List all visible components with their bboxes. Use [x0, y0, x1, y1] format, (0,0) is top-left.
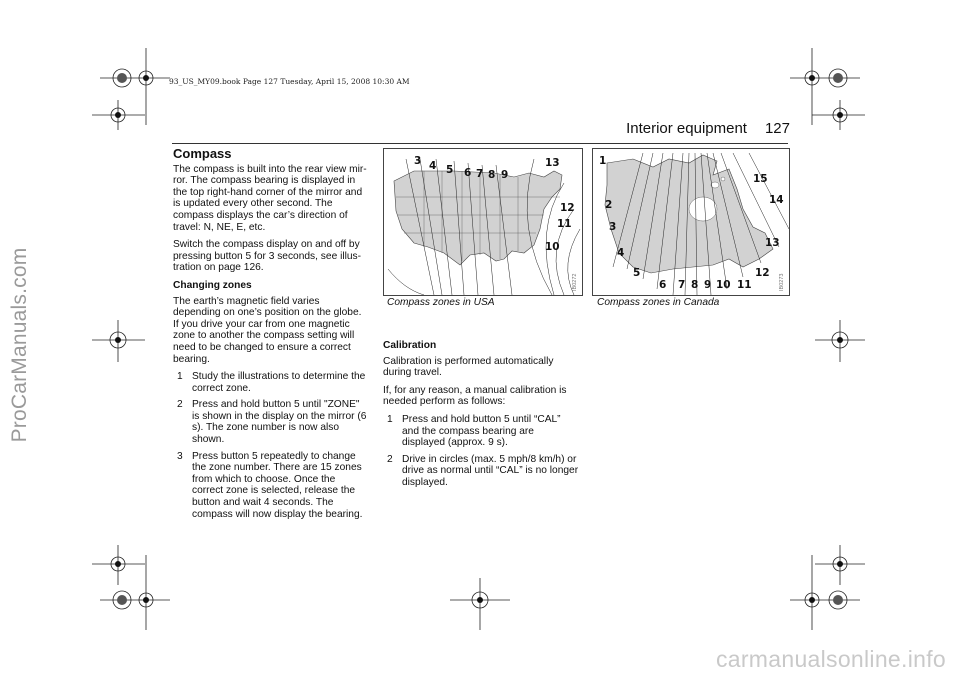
canada-zone-label: 12	[755, 267, 770, 279]
canada-map-code: IB0273	[779, 273, 785, 291]
page-header	[626, 120, 790, 137]
canada-zone-label: 2	[605, 199, 613, 211]
calibration-column	[383, 340, 579, 494]
canada-zone-label: 6	[659, 279, 667, 291]
compass-intro: The compass is built into the rear view mir-ror. The compass bearing is displayed in the top right-hand corner of the mirror and is updated every other second. The compass displays the car’s direction of travel: N, NE, E, etc.	[173, 163, 367, 233]
canada-zone-label: 9	[704, 279, 712, 291]
calibration-step-1	[383, 414, 579, 449]
canada-map-caption: Compass zones in Canada	[597, 297, 720, 308]
step-number: 3	[177, 450, 183, 462]
usa-zone-label: 10	[545, 241, 560, 253]
canada-zone-label: 7	[678, 279, 686, 291]
canada-zone-label: 3	[609, 221, 617, 233]
usa-zone-label: 13	[545, 157, 560, 169]
usa-zone-map	[383, 148, 583, 296]
usa-zone-label: 5	[446, 164, 454, 176]
usa-zone-label: 4	[429, 160, 437, 172]
usa-zone-label: 11	[557, 218, 572, 230]
calibration-step-2	[383, 454, 579, 489]
compass-switch-text: Switch the compass display on and off by pressing button 5 for 3 seconds, see illus-tration on page 126.	[173, 239, 362, 274]
canada-zone-label: 4	[617, 247, 625, 259]
bottom-watermark: carmanualsonline.info	[715, 646, 946, 672]
usa-zone-label: 7	[476, 168, 484, 180]
zone-step-3	[173, 451, 367, 521]
step-text: Press and hold button 5 until “CAL” and the compass bearing are displayed (approx. 9 s).	[402, 413, 561, 449]
canada-zone-label: 15	[753, 173, 768, 185]
step-number: 1	[387, 413, 393, 425]
compass-heading: Compass	[173, 146, 232, 161]
changing-zones-text: The earth’s magnetic field varies depending on one’s position on the globe. If you drive your car from one magnetic zone to another the compass setting will need to be changed to ensure a correct bearing.	[173, 295, 362, 365]
calibration-heading: Calibration	[383, 340, 437, 351]
usa-map-caption: Compass zones in USA	[387, 297, 495, 308]
zone-step-2	[173, 399, 367, 445]
step-number: 2	[177, 399, 183, 411]
usa-zone-label: 8	[488, 169, 496, 181]
canada-zone-map	[592, 148, 790, 296]
canada-zone-label: 10	[716, 279, 731, 291]
book-header: 93_US_MY09.book Page 127 Tuesday, April 15, 2008 10:30 AM	[169, 77, 410, 86]
canada-zone-label: 8	[691, 279, 699, 291]
usa-map-code: IB0272	[572, 273, 578, 291]
left-column	[173, 148, 367, 525]
canada-zone-label: 11	[737, 279, 752, 291]
calibration-text-1: Calibration is performed automatically during travel.	[383, 355, 554, 379]
canada-zone-label: 5	[633, 267, 641, 279]
zone-step-1	[173, 371, 367, 394]
header-rule	[172, 143, 788, 144]
step-number: 2	[387, 453, 393, 465]
usa-zone-label: 3	[414, 155, 422, 167]
step-text: Drive in circles (max. 5 mph/8 km/h) or drive as normal until “CAL” is no longer displayed.	[402, 453, 579, 488]
page-number: 127	[764, 120, 790, 137]
canada-zone-label: 1	[599, 155, 607, 167]
usa-zone-label: 6	[464, 167, 472, 179]
usa-zone-label: 12	[560, 202, 575, 214]
changing-zones-heading: Changing zones	[173, 279, 252, 291]
step-text: Press and hold button 5 until "ZONE" is shown in the display on the mirror (6 s). The zone number is now also shown.	[192, 399, 367, 446]
step-text: Press button 5 repeatedly to change the zone number. There are 15 zones from which to choose. Once the correct zone is selected, release the button and wait 4 seconds. The compass will now display the bearing.	[192, 450, 363, 520]
canada-zone-label: 14	[769, 194, 784, 206]
side-watermark: ProCarManuals.com	[8, 247, 31, 443]
step-number: 1	[177, 371, 183, 383]
section-title: Interior equipment	[626, 120, 747, 137]
calibration-text-2: If, for any reason, a manual calibration is needed perform as follows:	[383, 384, 567, 408]
usa-zone-label: 9	[501, 169, 509, 181]
canada-zone-label: 13	[765, 237, 780, 249]
step-text: Study the illustrations to determine the correct zone.	[192, 371, 366, 394]
